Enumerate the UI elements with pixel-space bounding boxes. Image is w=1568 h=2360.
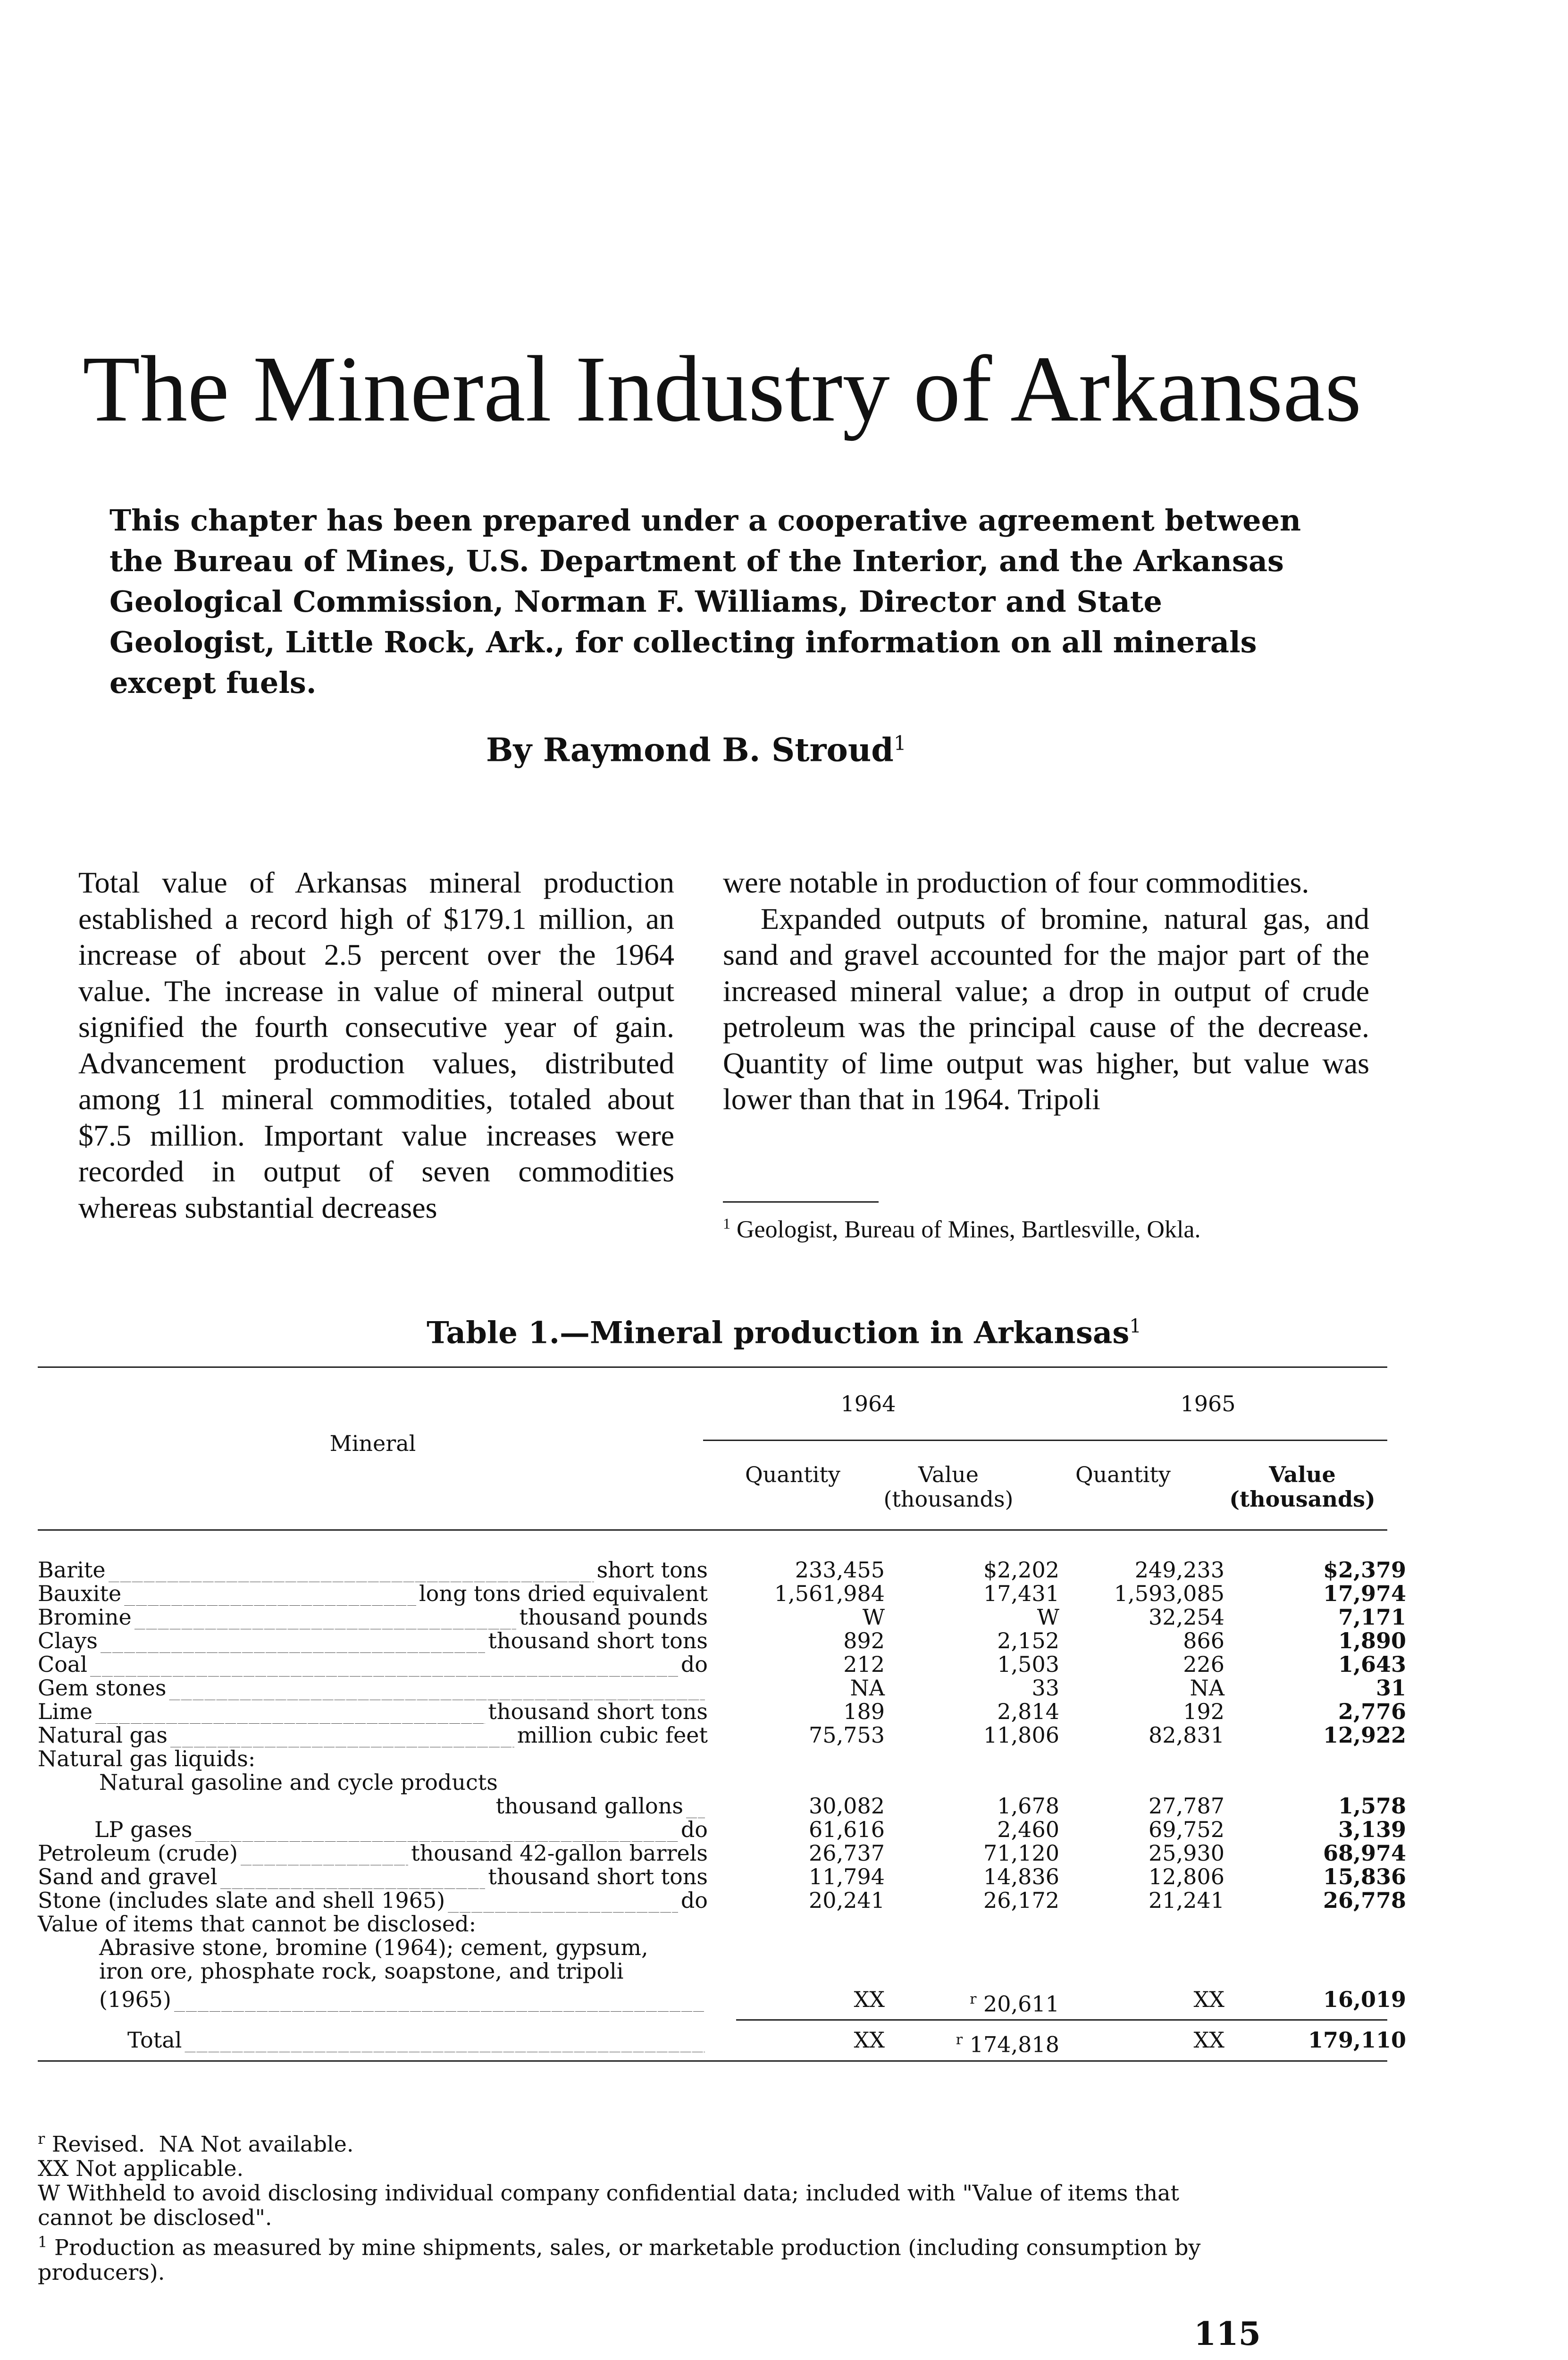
quantity-1964: 212 xyxy=(843,1652,885,1677)
mineral-name: Coal xyxy=(38,1652,88,1677)
value-1964: 11,806 xyxy=(983,1722,1059,1748)
col-header-1965: 1965 xyxy=(1180,1391,1236,1416)
value-1964: $2,202 xyxy=(983,1557,1059,1583)
note-xx: XX Not applicable. xyxy=(38,2156,244,2182)
quantity-1965: 69,752 xyxy=(1149,1817,1224,1842)
note-w-continued: cannot be disclosed". xyxy=(38,2205,272,2231)
quantity-1965: 249,233 xyxy=(1134,1557,1224,1583)
quantity-1964: 189 xyxy=(843,1699,885,1724)
table-group-heading xyxy=(38,1912,1387,1936)
body-right-column xyxy=(723,865,1369,1118)
note-production-continued: producers). xyxy=(38,2259,165,2285)
undisclosed-items-line: (1965) xyxy=(99,1987,171,2012)
body-left-column xyxy=(78,865,674,1226)
year-header-rule xyxy=(703,1440,1387,1441)
value-units: (thousands) xyxy=(1229,1486,1375,1512)
quantity-1964: 892 xyxy=(843,1628,885,1653)
value-1964: 1,503 xyxy=(997,1652,1059,1677)
total-label: Total xyxy=(127,2028,182,2052)
mineral-unit: thousand short tons xyxy=(488,1628,708,1653)
value-1965: 17,974 xyxy=(1323,1581,1406,1606)
quantity-1965: 82,831 xyxy=(1149,1722,1224,1748)
table-row xyxy=(38,1722,1406,1748)
quantity-1965: 192 xyxy=(1183,1699,1224,1724)
ngl-subheading: Natural gasoline and cycle products xyxy=(99,1770,498,1795)
value-1964: 2,152 xyxy=(997,1628,1059,1653)
total-quantity-1965: XX xyxy=(1193,2027,1224,2053)
quantity-1965: NA xyxy=(1190,1675,1224,1701)
mineral-name: Lime xyxy=(38,1699,93,1724)
table-subheading xyxy=(99,1935,1449,1960)
table-caption-text: Table 1.—Mineral production in Arkansas xyxy=(427,1315,1130,1351)
col-header-quantity-1964: Quantity xyxy=(745,1462,841,1487)
undisclosed-items-line: iron ore, phosphate rock, soapstone, and tripoli xyxy=(99,1958,624,1984)
author-footnote-mark: 1 xyxy=(723,1215,730,1232)
byline-prefix: By xyxy=(486,731,532,769)
value-1965: 68,974 xyxy=(1323,1840,1406,1866)
value-1965: 31 xyxy=(1375,1675,1406,1701)
table-row xyxy=(38,1675,1406,1701)
mineral-name: Bauxite xyxy=(38,1581,122,1606)
quantity-1964: 61,616 xyxy=(809,1817,885,1842)
mineral-unit: do xyxy=(680,1652,708,1677)
table-top-rule xyxy=(38,1366,1387,1368)
table-row xyxy=(38,1699,1406,1724)
table-subheading xyxy=(99,1959,1449,1983)
body-paragraph-continued: were notable in production of four commodities. xyxy=(723,866,1309,899)
quantity-1964: XX xyxy=(854,1987,885,2012)
mineral-unit: short tons xyxy=(596,1558,708,1582)
note-na: NA Not available. xyxy=(159,2131,354,2157)
value-1965: 15,836 xyxy=(1323,1864,1406,1889)
table-header-rule xyxy=(38,1529,1387,1531)
quantity-1964: NA xyxy=(850,1675,885,1701)
author-footnote-text: Geologist, Bureau of Mines, Bartlesville, Okla. xyxy=(737,1216,1201,1243)
mineral-name: Petroleum (crude) xyxy=(38,1841,238,1865)
quantity-1965: 21,241 xyxy=(1149,1888,1224,1913)
undisclosed-items-line: Abrasive stone, bromine (1964); cement, gypsum, xyxy=(99,1935,648,1960)
table-caption-mark: 1 xyxy=(1129,1315,1141,1337)
quantity-1965: 27,787 xyxy=(1149,1793,1224,1819)
total-value-1964 xyxy=(892,2028,1059,2057)
value-number: 174,818 xyxy=(969,2031,1059,2057)
value-1964: 33 xyxy=(1031,1675,1059,1701)
quantity-1965: 12,806 xyxy=(1149,1864,1224,1889)
author-footnote xyxy=(723,1209,1369,1244)
quantity-1964: W xyxy=(862,1604,885,1630)
total-rule-top xyxy=(736,2019,1387,2021)
mineral-unit: do xyxy=(680,1888,708,1913)
table-row xyxy=(38,1817,1406,1842)
mineral-name: Bromine xyxy=(38,1605,132,1629)
quantity-1964: 11,794 xyxy=(809,1864,885,1889)
value-units: (thousands) xyxy=(883,1486,1014,1512)
mineral-unit: do xyxy=(680,1817,708,1842)
body-paragraph: Expanded outputs of bromine, natural gas, and sand and gravel accounted for the major part of the increased mineral value; a drop in output of crude petroleum was the principal cause of the decrease. Quantity of lime output was higher, but value was lower than that in 1964. Tripoli xyxy=(723,902,1369,1116)
revised-mark: r xyxy=(956,2031,963,2048)
value-1964: 17,431 xyxy=(983,1581,1059,1606)
value-1965: 2,776 xyxy=(1338,1699,1406,1724)
quantity-1964: 1,561,984 xyxy=(774,1581,885,1606)
author-name: Raymond B. Stroud xyxy=(543,731,894,769)
footnote-divider xyxy=(723,1201,879,1203)
note-production: $^1$ Production as measured by mine shipments, sales, or marketable production (including consumption by xyxy=(38,2233,1201,2260)
value-1965: $2,379 xyxy=(1323,1557,1406,1583)
table-subheading xyxy=(99,1770,1449,1795)
quantity-1964: 30,082 xyxy=(809,1793,885,1819)
value-1964 xyxy=(892,1987,1059,2016)
note-revised: $^r$ Revised. NA Not available. xyxy=(38,2130,354,2157)
quantity-1964: 20,241 xyxy=(809,1888,885,1913)
col-header-value-1964 xyxy=(864,1462,1033,1511)
revised-mark: r xyxy=(970,1991,977,2007)
value-1965: 12,922 xyxy=(1323,1722,1406,1748)
value-1965: 1,643 xyxy=(1338,1652,1406,1677)
mineral-name: Clays xyxy=(38,1628,98,1653)
quantity-1964: 26,737 xyxy=(809,1840,885,1866)
quantity-1965: 866 xyxy=(1183,1628,1224,1653)
mineral-unit: thousand short tons xyxy=(488,1699,708,1724)
value-1965: 1,578 xyxy=(1338,1793,1406,1819)
table-row xyxy=(38,1604,1406,1630)
ngl-heading: Natural gas liquids: xyxy=(38,1746,256,1771)
col-header-mineral: Mineral xyxy=(329,1431,416,1456)
mineral-unit: thousand pounds xyxy=(519,1605,708,1629)
quantity-1965: 25,930 xyxy=(1149,1840,1224,1866)
table-group-heading xyxy=(38,1746,1387,1771)
quantity-1965: XX xyxy=(1193,1987,1224,2012)
value-1964: 2,814 xyxy=(997,1699,1059,1724)
mineral-name: Sand and gravel xyxy=(38,1864,218,1889)
value-1964: 1,678 xyxy=(997,1793,1059,1819)
quantity-1965: 1,593,085 xyxy=(1114,1581,1224,1606)
col-header-value-1965 xyxy=(1217,1462,1387,1511)
page-number: 115 xyxy=(1194,2315,1261,2353)
mineral-unit: long tons dried equivalent xyxy=(419,1581,708,1606)
table-row xyxy=(38,1793,1406,1819)
table-row xyxy=(38,1628,1406,1653)
note-w: W Withheld to avoid disclosing individual company confidential data; included with "Value of items that xyxy=(38,2180,1179,2206)
table-row xyxy=(38,1557,1406,1583)
value-1964: 14,836 xyxy=(983,1864,1059,1889)
table-row xyxy=(38,1581,1406,1606)
table-caption xyxy=(0,1307,1568,1352)
table-row xyxy=(38,1652,1406,1677)
undisclosed-heading: Value of items that cannot be disclosed: xyxy=(38,1911,477,1937)
value-1965: 16,019 xyxy=(1323,1987,1406,2012)
mineral-name: Stone (includes slate and shell 1965) xyxy=(38,1888,445,1913)
cooperative-agreement-note: This chapter has been prepared under a cooperative agreement between the Bureau of Mines, U.S. Department of the Interior, and the Arkansas Geological Commission, Norman F. Williams, Director and State Geologist, Little Rock, Ark., for collecting information on all minerals except fuels. xyxy=(109,503,1301,700)
value-1964: 71,120 xyxy=(983,1840,1059,1866)
table-row xyxy=(38,1840,1406,1866)
mineral-name: Barite xyxy=(38,1558,106,1582)
mineral-unit: thousand 42-gallon barrels xyxy=(411,1841,708,1865)
byline xyxy=(486,722,906,772)
value-number: 20,611 xyxy=(983,1991,1059,2017)
table-row xyxy=(38,1864,1406,1889)
value-1965: 3,139 xyxy=(1338,1817,1406,1842)
value-label: Value xyxy=(1269,1462,1336,1487)
value-1964: 2,460 xyxy=(997,1817,1059,1842)
value-1965: 1,890 xyxy=(1338,1628,1406,1653)
chapter-title: The Mineral Industry of Arkansas xyxy=(83,337,1362,441)
table-notes xyxy=(38,2126,1387,2284)
value-1964: W xyxy=(1037,1604,1059,1630)
body-paragraph: Total value of Arkansas mineral production established a record high of $179.1 million, an increase of about 2.5 percent over the 1964 value. The increase in value of mineral output signified the fourth consecutive year of gain. Advancement production values, distributed among 11 mineral commodities, totaled about $7.5 million. Important value increases were recorded in output of seven commodities whereas substantial decreases xyxy=(78,866,674,1224)
table-row xyxy=(38,1987,1406,2017)
table-bottom-rule xyxy=(38,2060,1387,2062)
value-label: Value xyxy=(918,1462,979,1487)
total-value-1965: 179,110 xyxy=(1308,2027,1406,2053)
total-quantity-1964: XX xyxy=(854,2027,885,2053)
byline-footnote-mark: 1 xyxy=(893,732,906,755)
value-1964: 26,172 xyxy=(983,1888,1059,1913)
mineral-unit: thousand short tons xyxy=(488,1864,708,1889)
note-mark: 1 xyxy=(38,2233,48,2251)
table-total-row xyxy=(38,2027,1406,2057)
col-header-1964: 1964 xyxy=(840,1391,896,1416)
mineral-unit: thousand gallons xyxy=(495,1794,683,1818)
quantity-1965: 32,254 xyxy=(1149,1604,1224,1630)
quantity-1964: 233,455 xyxy=(795,1557,885,1583)
note-mark: r xyxy=(38,2130,45,2148)
quantity-1965: 226 xyxy=(1183,1652,1224,1677)
value-1965: 26,778 xyxy=(1323,1888,1406,1913)
quantity-1964: 75,753 xyxy=(809,1722,885,1748)
mineral-name: LP gases xyxy=(94,1817,193,1842)
value-1965: 7,171 xyxy=(1338,1604,1406,1630)
mineral-name: Gem stones xyxy=(38,1676,167,1700)
col-header-quantity-1965: Quantity xyxy=(1075,1462,1171,1487)
mineral-unit: million cubic feet xyxy=(517,1723,708,1747)
table-row xyxy=(38,1888,1406,1913)
mineral-name: Natural gas xyxy=(38,1723,168,1747)
